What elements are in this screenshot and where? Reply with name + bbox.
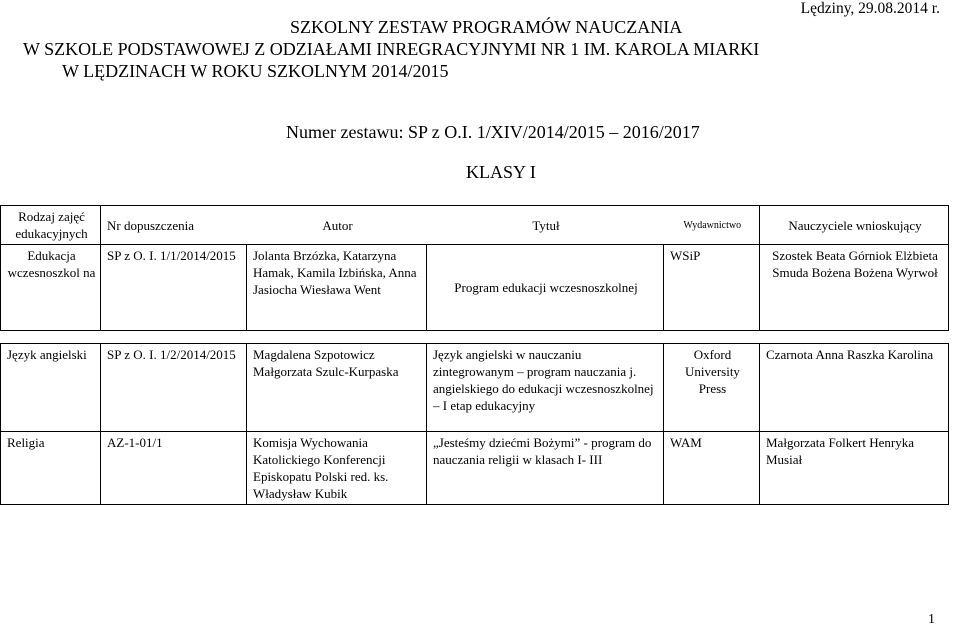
cell-wydawnictwo: Oxford University Press	[664, 344, 760, 432]
page-number: 1	[928, 612, 935, 627]
table-row	[1, 245, 949, 331]
cell-tytul: Język angielski w nauczaniu zintegrowanym – program nauczania j. angielskiego do edukacji wczesnoszkolnej – I etap edukacyjny	[427, 344, 664, 432]
cell-tytul: „Jesteśmy dziećmi Bożymi” - program do nauczania religii w klasach I- III	[427, 432, 664, 505]
cell-autor: Jolanta Brzózka, Katarzyna Hamak, Kamila Izbińska, Anna Jasiocha Wiesława Went	[247, 245, 427, 331]
cell-nauczyciele: Szostek Beata Górniok Elżbieta Smuda Bożena Bożena Wyrwoł	[760, 245, 949, 331]
cell-nauczyciele: Małgorzata Folkert Henryka Musiał	[760, 432, 949, 505]
cell-rodzaj: Język angielski	[1, 344, 101, 432]
cell-autor: Komisja Wychowania Katolickiego Konferencji Episkopatu Polski red. ks. Władysław Kubik	[247, 432, 427, 505]
cell-nr: SP z O. I. 1/1/2014/2015	[101, 245, 247, 331]
set-number: Numer zestawu: SP z O.I. 1/XIV/2014/2015 – 2016/2017	[286, 122, 700, 142]
table-row	[1, 432, 949, 505]
cell-nauczyciele: Czarnota Anna Raszka Karolina	[760, 344, 949, 432]
header-tytul: Tytuł	[427, 206, 664, 245]
document-title	[20, 16, 759, 82]
table-header-row	[1, 206, 949, 245]
program-table	[0, 205, 949, 505]
cell-autor: Magdalena Szpotowicz Małgorzata Szulc-Kurpaska	[247, 344, 427, 432]
table-spacer	[1, 331, 949, 344]
header-wydawnictwo: Wydawnictwo	[664, 206, 760, 245]
class-level: KLASY I	[466, 162, 536, 182]
cell-nr: AZ-1-01/1	[101, 432, 247, 505]
document-date: Lędziny, 29.08.2014 r.	[800, 0, 940, 17]
header-autor: Autor	[247, 206, 427, 245]
header-nr: Nr dopuszczenia	[101, 206, 247, 245]
cell-rodzaj: Edukacja wczesnoszkol na	[1, 245, 101, 331]
header-nauczyciele: Nauczyciele wnioskujący	[760, 206, 949, 245]
title-line-3: W LĘDZINACH W ROKU SZKOLNYM 2014/2015	[62, 61, 449, 81]
cell-tytul: Program edukacji wczesnoszkolnej	[427, 245, 664, 331]
cell-wydawnictwo: WSiP	[664, 245, 760, 331]
cell-nr: SP z O. I. 1/2/2014/2015	[101, 344, 247, 432]
title-line-1: SZKOLNY ZESTAW PROGRAMÓW NAUCZANIA	[290, 17, 683, 37]
table-row	[1, 344, 949, 432]
header-rodzaj: Rodzaj zajęć edukacyjnych	[1, 206, 101, 245]
cell-rodzaj: Religia	[1, 432, 101, 505]
cell-wydawnictwo: WAM	[664, 432, 760, 505]
title-line-2: W SZKOLE PODSTAWOWEJ Z ODZIAŁAMI INREGRACYJNYMI NR 1 IM. KAROLA MIARKI	[23, 39, 760, 59]
